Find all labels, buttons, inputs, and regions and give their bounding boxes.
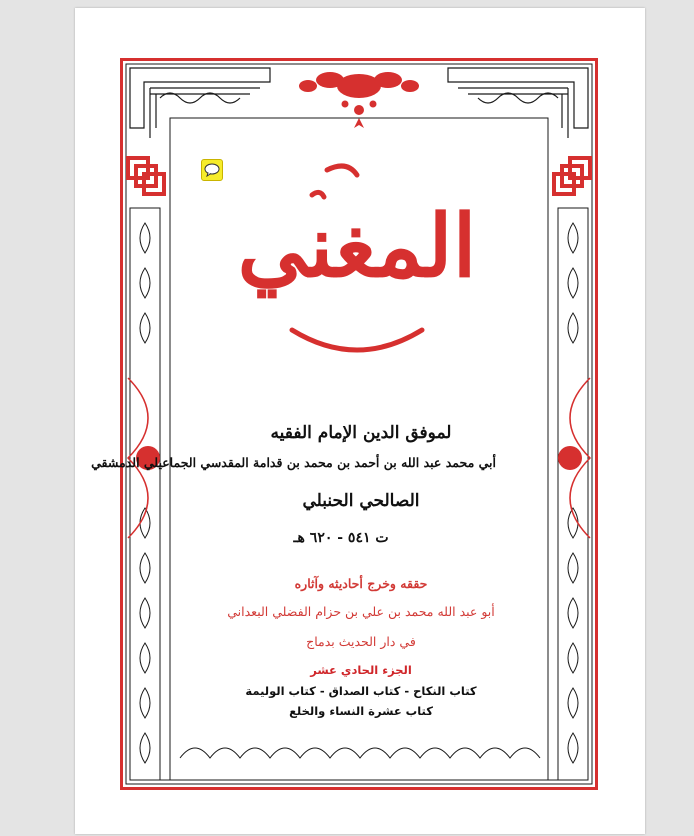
author-title-line: لموفق الدين الإمام الفقيه bbox=[270, 423, 452, 443]
author-full-name: أبي محمد عبد الله بن أحمد بن محمد بن قدامة المقدسي الجماعيلي الدمشقي bbox=[91, 455, 496, 470]
book-title: المغني bbox=[237, 196, 477, 297]
author-dates: ت ٥٤١ - ٦٢٠ هـ bbox=[293, 530, 389, 546]
speech-bubble-icon[interactable] bbox=[201, 159, 223, 181]
author-nisba: الصالحي الحنبلي bbox=[302, 491, 420, 511]
book-title-calligraphy bbox=[232, 150, 482, 380]
contents-line-2: كتاب عشرة النساء والخلع bbox=[289, 704, 433, 718]
contents-line-1: كتاب النكاح - كتاب الصداق - كتاب الوليمة bbox=[245, 684, 477, 698]
edition-place: في دار الحديث بدماج bbox=[306, 634, 416, 649]
tahqiq-label: حققه وخرج أحاديثه وآثاره bbox=[294, 576, 428, 591]
editor-name: أبو عبد الله محمد بن علي بن حزام الفضلي البعداني bbox=[227, 604, 495, 619]
volume-label: الجزء الحادي عشر bbox=[310, 663, 412, 677]
